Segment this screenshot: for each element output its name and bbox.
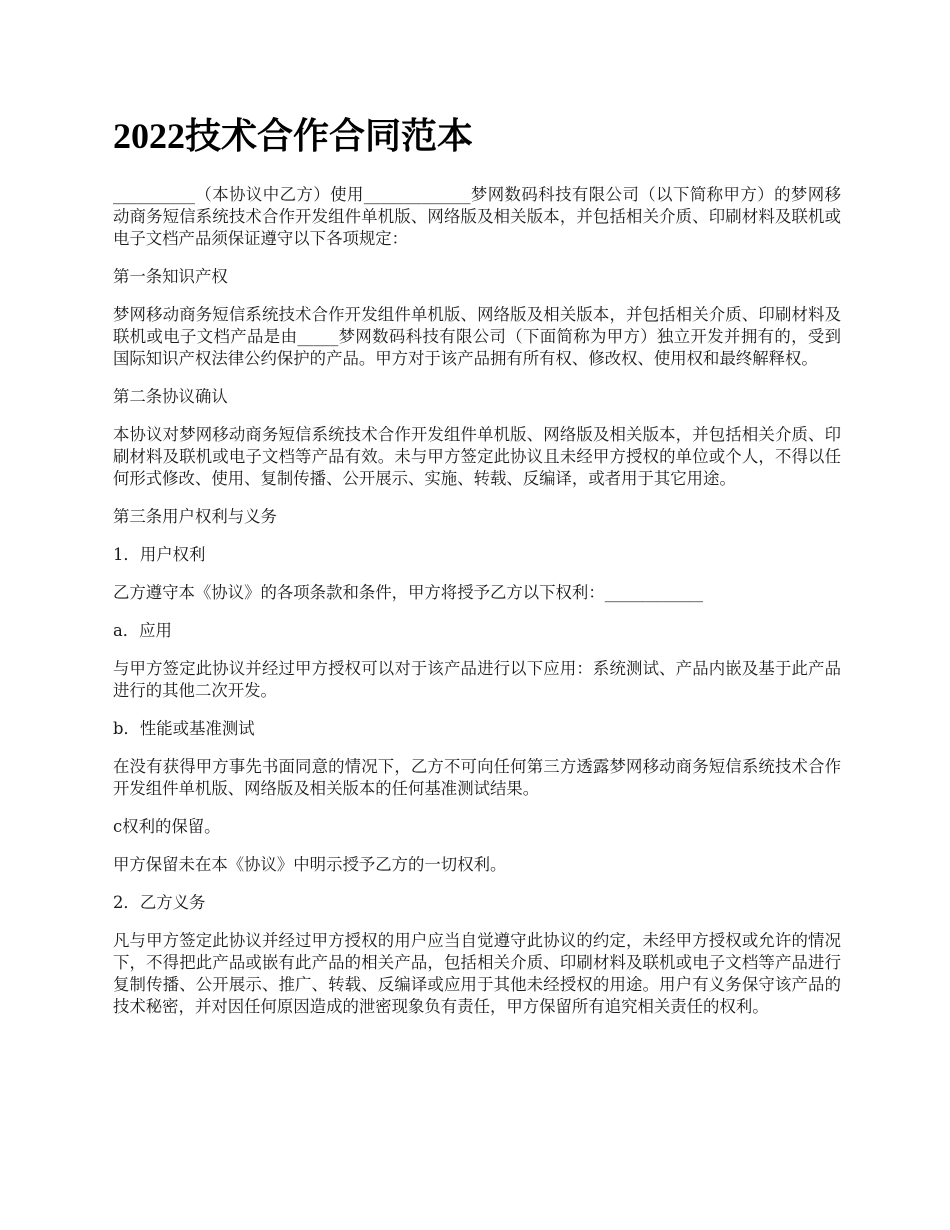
intro-paragraph: __________（本协议中乙方）使用_____________梦网数码科技有限公司（以下简称甲方）的梦网移动商务短信系统技术合作开发组件单机版、网络版及相关版本，并包括相关介质、印刷材料及联机或电子文档产品须保证遵守以下各项规定：	[113, 185, 841, 248]
section-heading-article-3: 第三条用户权利与义务	[113, 507, 277, 526]
article-2-paragraph: 本协议对梦网移动商务短信系统技术合作开发组件单机版、网络版及相关版本，并包括相关介质、印刷材料及联机或电子文档等产品有效。未与甲方签定此协议且未经甲方授权的单位或个人，不得以任何形式修改、使用、复制传播、公开展示、实施、转载、反编译，或者用于其它用途。	[113, 425, 841, 488]
party-b-obligations-paragraph: 凡与甲方签定此协议并经过甲方授权的用户应当自觉遵守此协议的约定，未经甲方授权或允许的情况下，不得把此产品或嵌有此产品的相关产品，包括相关介质、印刷材料及联机或电子文档等产品进行复制传播、公开展示、推广、转载、反编译或应用于其他未经授权的用途。用户有义务保守该产品的技术秘密，并对因任何原因造成的泄密现象负有责任，甲方保留所有追究相关责任的权利。	[113, 931, 841, 1016]
subsection-user-rights: 1．用户权利	[113, 545, 206, 564]
section-heading-article-2: 第二条协议确认	[113, 387, 228, 406]
section-heading-article-1: 第一条知识产权	[113, 267, 228, 286]
item-a-paragraph: 与甲方签定此协议并经过甲方授权可以对于该产品进行以下应用：系统测试、产品内嵌及基于此产品进行的其他二次开发。	[113, 659, 841, 700]
item-b-paragraph: 在没有获得甲方事先书面同意的情况下，乙方不可向任何第三方透露梦网移动商务短信系统技术合作开发组件单机版、网络版及相关版本的任何基准测试结果。	[113, 757, 841, 798]
item-c-heading: c权利的保留。	[113, 817, 221, 836]
item-c-paragraph: 甲方保留未在本《协议》中明示授予乙方的一切权利。	[113, 855, 507, 874]
item-b-heading: b．性能或基准测试	[113, 719, 255, 738]
document-title: 2022技术合作合同范本	[113, 116, 474, 156]
article-1-paragraph: 梦网移动商务短信系统技术合作开发组件单机版、网络版及相关版本，并包括相关介质、印刷材料及联机或电子文档产品是由_____梦网数码科技有限公司（下面简称为甲方）独立开发并拥有的，受到国际知识产权法律公约保护的产品。甲方对于该产品拥有所有权、修改权、使用权和最终解释权。	[113, 305, 841, 368]
user-rights-paragraph: 乙方遵守本《协议》的各项条款和条件，甲方将授予乙方以下权利：____________	[113, 583, 704, 602]
document-page	[113, 112, 841, 1034]
item-a-heading: a．应用	[113, 621, 172, 640]
subsection-party-b-obligations: 2．乙方义务	[113, 893, 206, 912]
